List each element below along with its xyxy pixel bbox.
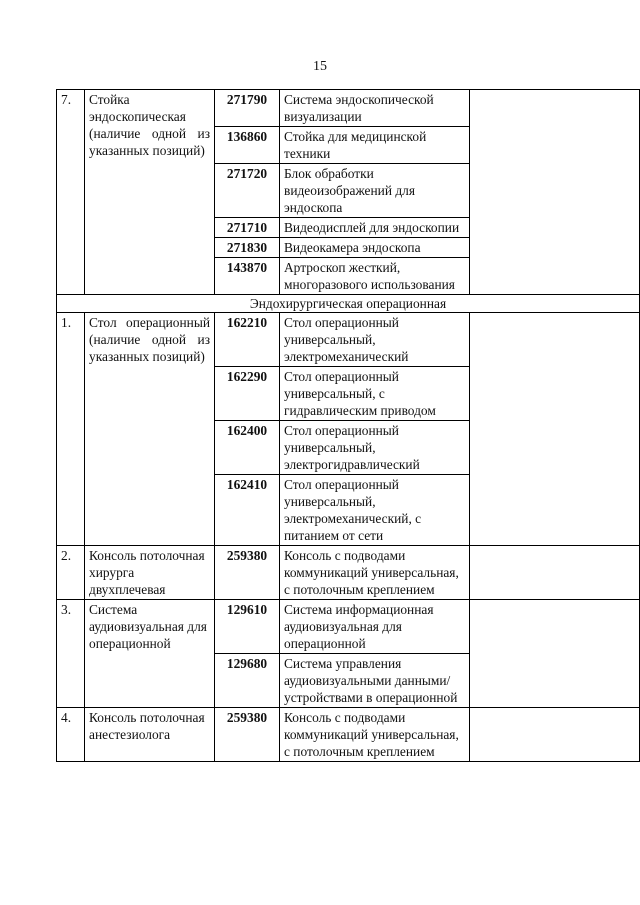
equipment-name: Консоль потолочная анестезиолога [85,708,215,762]
equipment-name: Консоль потолочная хирурга двухплечевая [85,546,215,600]
page-number: 15 [313,59,327,74]
equipment-code: 271830 [215,238,280,258]
equipment-name: Стойка эндоскопическая (наличие одной из указанных позиций) [85,90,215,295]
equipment-code: 271710 [215,218,280,238]
equipment-description: Консоль с подводами коммуникаций универсальная, с потолочным креплением [280,708,470,762]
equipment-description: Видеодисплей для эндоскопии [280,218,470,238]
empty-cell [470,546,640,600]
equipment-description: Артроскоп жесткий, многоразового использования [280,258,470,295]
table-row [57,600,640,654]
equipment-code: 129680 [215,654,280,708]
equipment-description: Стол операционный универсальный, электрогидравлический [280,421,470,475]
table-row [57,708,640,762]
equipment-description: Стол операционный универсальный, электромеханический [280,313,470,367]
equipment-code: 259380 [215,546,280,600]
row-number: 4. [57,708,85,762]
equipment-description: Видеокамера эндоскопа [280,238,470,258]
equipment-description: Консоль с подводами коммуникаций универсальная, с потолочным креплением [280,546,470,600]
empty-cell [470,90,640,295]
equipment-description: Система информационная аудиовизуальная для операционной [280,600,470,654]
table-row [57,90,640,127]
empty-cell [470,600,640,708]
equipment-code: 271720 [215,164,280,218]
equipment-name: Стол операционный (наличие одной из указанных позиций) [85,313,215,546]
equipment-code: 271790 [215,90,280,127]
equipment-code: 136860 [215,127,280,164]
equipment-code: 162400 [215,421,280,475]
equipment-description: Стол операционный универсальный, электромеханический, с питанием от сети [280,475,470,546]
table-row [57,313,640,367]
table-row [57,546,640,600]
empty-cell [470,708,640,762]
equipment-name: Система аудиовизуальная для операционной [85,600,215,708]
equipment-table [56,89,640,762]
row-number: 7. [57,90,85,295]
equipment-code: 143870 [215,258,280,295]
section-heading-row [57,295,640,313]
equipment-code: 162210 [215,313,280,367]
empty-cell [470,313,640,546]
row-number: 3. [57,600,85,708]
equipment-code: 129610 [215,600,280,654]
row-number: 1. [57,313,85,546]
equipment-code: 259380 [215,708,280,762]
equipment-code: 162410 [215,475,280,546]
equipment-description: Блок обработки видеоизображений для эндоскопа [280,164,470,218]
equipment-description: Система управления аудиовизуальными данными/устройствами в операционной [280,654,470,708]
equipment-code: 162290 [215,367,280,421]
row-number: 2. [57,546,85,600]
equipment-description: Стол операционный универсальный, с гидравлическим приводом [280,367,470,421]
equipment-description: Система эндоскопической визуализации [280,90,470,127]
equipment-description: Стойка для медицинской техники [280,127,470,164]
section-heading: Эндохирургическая операционная [57,295,640,313]
